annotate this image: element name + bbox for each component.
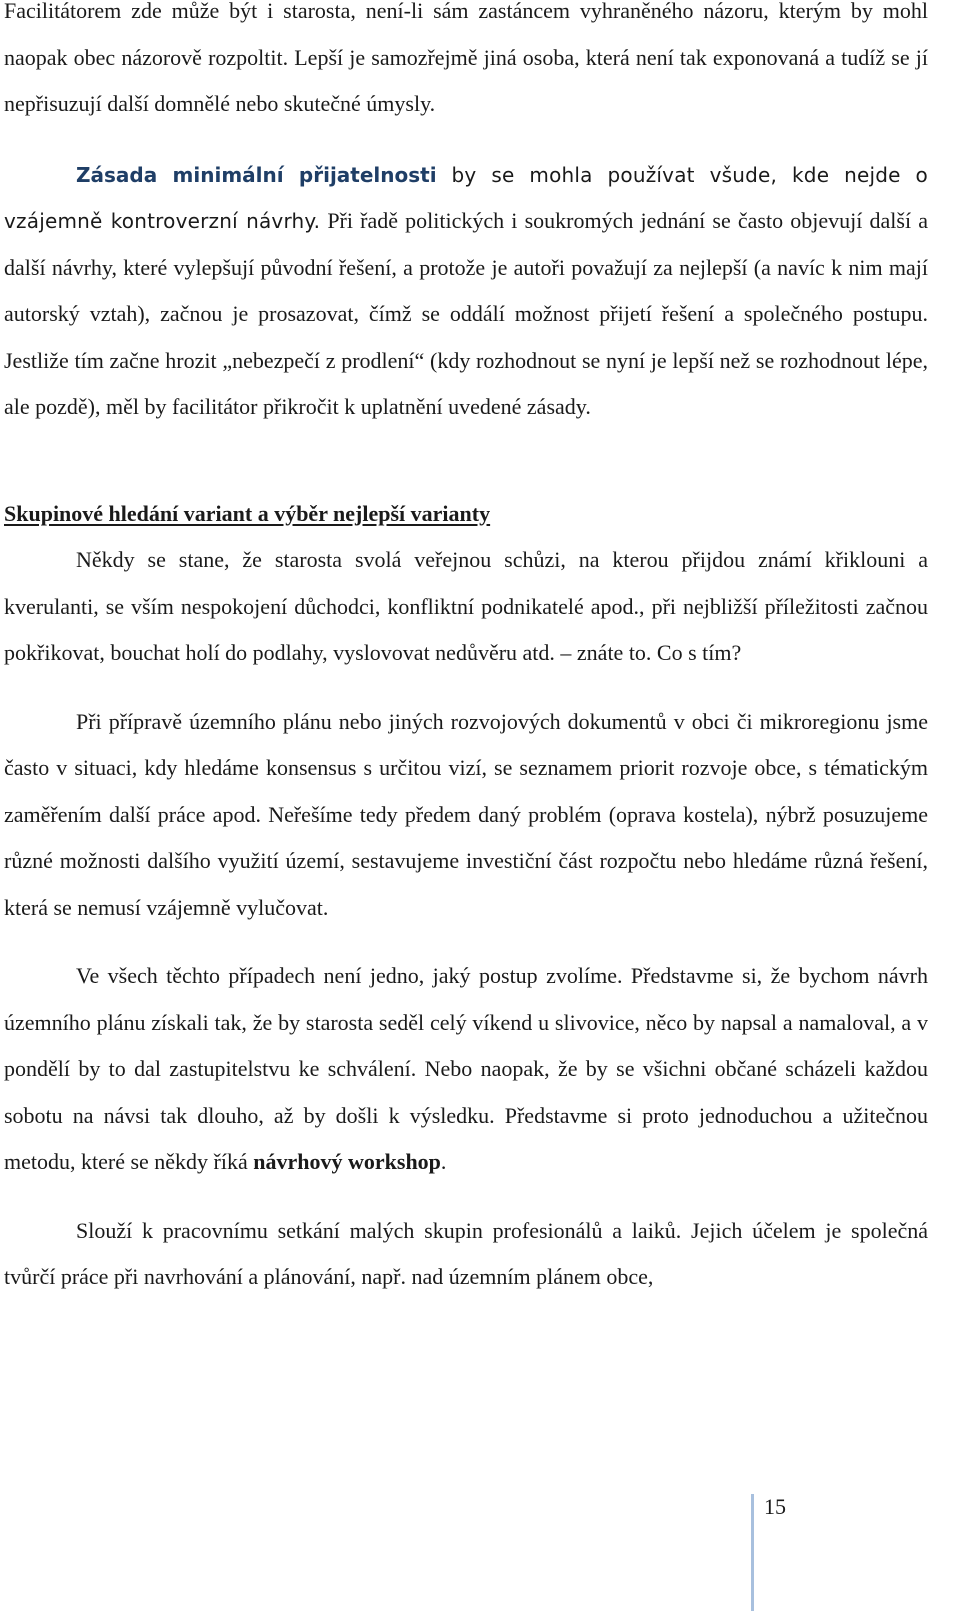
paragraph-text: Ve všech těchto případech není jedno, jaký postup zvolíme. Představme si, že bychom návrh územního plánu získali tak, že by starosta seděl celý víkend u slivovice, něco by napsal a namaloval, a v pondělí by to dal zastupitelstvu ke schválení. Nebo naopak, že by se všichni občané scházeli každou sobotu na návsi tak dlouho, až by došli k výsledku. Představme si proto jednoduchou a užitečnou metodu, které se někdy říká — [4, 963, 928, 1174]
principle-term: Zásada minimální přijatelnosti — [76, 162, 437, 187]
principle-description: by se mohla používat všude, kde nejde o vzájemně kontroverzní návrhy. — [4, 162, 928, 233]
document-page — [4, 0, 928, 1301]
paragraph-workshop — [4, 953, 928, 1186]
paragraph-minimal-acceptability — [4, 152, 928, 431]
paragraph-text-continued: Jestliže tím začne hrozit „nebezpečí z prodlení“ (kdy rozhodnout se nyní je lepší než se rozhodnout lépe, ale pozdě), měl by facilitátor přikročit k uplatnění uvedené zásady. — [4, 347, 928, 419]
sentence-end: . — [440, 1149, 447, 1174]
paragraph-text: Při řadě politických i soukromých jednání se často objevují další a další návrhy, které vylepšují původní řešení, a protože je autoři považují za nejlepší (a navíc k nim mají autorský vztah), začnou je prosazovat, čímž se oddálí možnost přijetí řešení a společného postupu. — [4, 208, 928, 326]
footer-accent-bar — [751, 1494, 754, 1611]
paragraph-workshop-purpose — [4, 1208, 928, 1301]
page-number: 15 — [764, 1494, 786, 1519]
paragraph-planning — [4, 699, 928, 932]
paragraph-facilitator — [4, 0, 928, 128]
paragraph-text: Při přípravě územního plánu nebo jiných rozvojových dokumentů v obci či mikroregionu jsme často v situaci, kdy hledáme konsensus s určitou vizí, se seznamem priorit rozvoje obce, s tématickým zaměřením další práce apod. Neřešíme tedy předem daný problém (oprava kostela), nýbrž posuzujeme různé možnosti dalšího využití území, sestavujeme investiční část rozpočtu nebo hledáme různá řešení, která se nemusí vzájemně vylučovat. — [4, 708, 928, 920]
paragraph-public-meeting — [4, 537, 928, 677]
paragraph-text: Facilitátorem zde může být i starosta, není-li sám zastáncem vyhraněného názoru, kterým by mohl naopak obec názorově rozpoltit. Lepší je samozřejmě jiná osoba, která není tak exponovaná a tudíž se jí nepřisuzují další domnělé nebo skutečné úmysly. — [4, 0, 928, 116]
paragraph-text: Někdy se stane, že starosta svolá veřejnou schůzi, na kterou přijdou známí křiklouni a kverulanti, se vším nespokojení důchodci, konfliktní podnikatelé apod., při nejbližší příležitosti začnou pokřikovat, bouchat holí do podlahy, vyslovovat nedůvěru atd. – znáte to. Co s tím? — [4, 547, 928, 665]
workshop-term: návrhový workshop — [253, 1149, 441, 1174]
section-heading: Skupinové hledání variant a výběr nejlepší varianty — [4, 500, 491, 526]
paragraph-text: Slouží k pracovnímu setkání malých skupin profesionálů a laiků. Jejich účelem je společná tvůrčí práce při navrhování a plánování, např. nad územním plánem obce, — [4, 1217, 928, 1289]
